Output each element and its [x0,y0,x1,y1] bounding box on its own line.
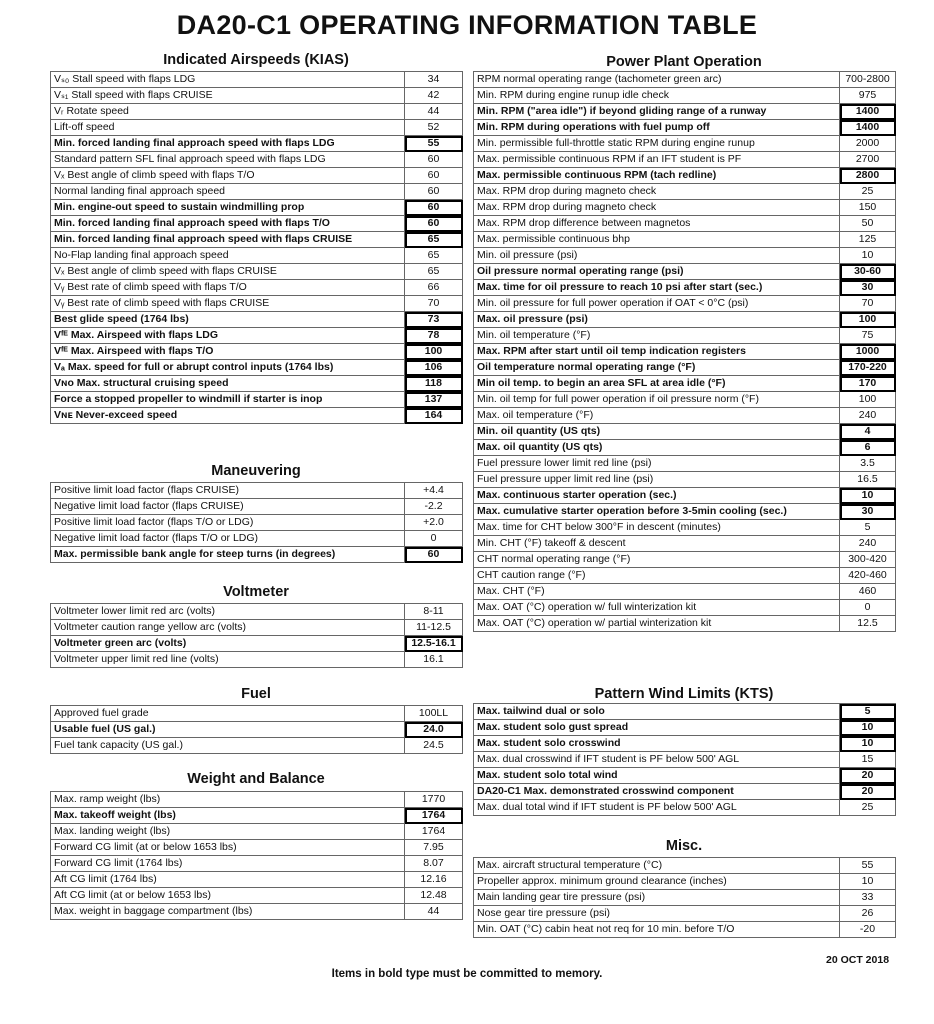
table-row [51,88,463,104]
row-value: 24.0 [405,722,463,738]
row-label: Min. RPM during operations with fuel pump off [474,120,840,136]
table-row [51,483,463,499]
table-row [51,264,463,280]
row-value: 33 [840,890,896,906]
table-row [51,232,463,248]
section-title-misc: Misc. [665,838,703,854]
table-misc [473,857,896,938]
row-label: Negative limit load factor (flaps T/O or LDG) [51,531,405,547]
table-row [474,88,896,104]
row-label: Vₛ₀ Stall speed with flaps LDG [51,72,405,88]
footnote: Items in bold type must be committed to memory. [331,968,603,980]
table-row [51,168,463,184]
table-row [51,840,463,856]
table-voltmeter [50,603,463,668]
row-value: 0 [840,600,896,616]
section-title-powerplant: Power Plant Operation [606,54,762,70]
row-value: 6 [840,440,896,456]
row-value: 66 [405,280,463,296]
page-title: DA20-C1 OPERATING INFORMATION TABLE [176,10,758,40]
row-label: Min. forced landing final approach speed with flaps T/O [51,216,405,232]
table-row [474,376,896,392]
row-label: Max. takeoff weight (lbs) [51,808,405,824]
row-label: Voltmeter upper limit red line (volts) [51,652,405,668]
row-value: 60 [405,216,463,232]
row-label: Standard pattern SFL final approach speed with flaps LDG [51,152,405,168]
table-row [474,504,896,520]
row-label: Max. RPM drop during magneto check [474,184,840,200]
table-row [474,768,896,784]
row-value: 10 [840,874,896,890]
row-value: 700-2800 [840,72,896,88]
row-value: 26 [840,906,896,922]
table-row [51,722,463,738]
row-label: Nose gear tire pressure (psi) [474,906,840,922]
row-label: Max. oil temperature (°F) [474,408,840,424]
row-label: Vₓ Best angle of climb speed with flaps CRUISE [51,264,405,280]
row-value: 25 [840,184,896,200]
table-row [51,120,463,136]
revision-date: 20 OCT 2018 [826,954,890,966]
row-value: 44 [405,104,463,120]
row-label: Force a stopped propeller to windmill if starter is inop [51,392,405,408]
row-value: 3.5 [840,456,896,472]
row-value: 300-420 [840,552,896,568]
table-row [51,904,463,920]
row-label: Max. permissible continuous bhp [474,232,840,248]
row-value: 20 [840,768,896,784]
table-row [474,488,896,504]
row-label: Oil pressure normal operating range (psi) [474,264,840,280]
table-row [51,392,463,408]
table-row [474,440,896,456]
section-title-airspeeds: Indicated Airspeeds (KIAS) [163,52,349,68]
row-value: 100LL [405,706,463,722]
table-row [51,72,463,88]
row-label: Max. cumulative starter operation before 3-5min cooling (sec.) [474,504,840,520]
table-row [51,872,463,888]
row-label: Best glide speed (1764 lbs) [51,312,405,328]
row-value: 10 [840,720,896,736]
table-row [51,408,463,424]
table-row [474,216,896,232]
row-label: Forward CG limit (at or below 1653 lbs) [51,840,405,856]
row-label: Max. dual total wind if IFT student is PF below 500' AGL [474,800,840,816]
row-label: Min oil temp. to begin an area SFL at area idle (°F) [474,376,840,392]
table-row [474,800,896,816]
row-label: CHT caution range (°F) [474,568,840,584]
row-value: 10 [840,248,896,264]
row-label: Max. continuous starter operation (sec.) [474,488,840,504]
table-row [474,752,896,768]
table-row [474,922,896,938]
row-label: Min. forced landing final approach speed with flaps CRUISE [51,232,405,248]
row-value: +2.0 [405,515,463,531]
row-label: Min. oil pressure (psi) [474,248,840,264]
row-value: 150 [840,200,896,216]
row-label: Lift-off speed [51,120,405,136]
row-label: Aft CG limit (1764 lbs) [51,872,405,888]
table-row [51,104,463,120]
table-wind [473,703,896,816]
row-value: 30 [840,504,896,520]
row-value: 12.5 [840,616,896,632]
row-label: Propeller approx. minimum ground clearance (inches) [474,874,840,890]
row-label: Oil temperature normal operating range (°F) [474,360,840,376]
table-row [474,120,896,136]
row-label: Negative limit load factor (flaps CRUISE) [51,499,405,515]
row-label: Vᶠᴱ Max. Airspeed with flaps T/O [51,344,405,360]
row-label: Vᶠᴱ Max. Airspeed with flaps LDG [51,328,405,344]
row-value: 100 [405,344,463,360]
row-label: Main landing gear tire pressure (psi) [474,890,840,906]
row-value: 240 [840,408,896,424]
table-row [51,200,463,216]
row-value: 70 [405,296,463,312]
table-row [51,360,463,376]
row-label: Min. forced landing final approach speed with flaps LDG [51,136,405,152]
row-label: Vₛ₁ Stall speed with flaps CRUISE [51,88,405,104]
table-row [51,531,463,547]
row-value: 1764 [405,824,463,840]
row-value: 100 [840,392,896,408]
row-value: +4.4 [405,483,463,499]
row-value: 75 [840,328,896,344]
table-row [51,808,463,824]
table-row [51,216,463,232]
row-label: Max. aircraft structural temperature (°C) [474,858,840,874]
row-value: 60 [405,200,463,216]
table-row [51,824,463,840]
row-value: 1000 [840,344,896,360]
table-row [474,328,896,344]
table-row [474,200,896,216]
row-value: 60 [405,184,463,200]
row-label: Usable fuel (US gal.) [51,722,405,738]
row-label: Max. OAT (°C) operation w/ partial winterization kit [474,616,840,632]
row-value: 65 [405,248,463,264]
table-row [474,552,896,568]
row-value: 2800 [840,168,896,184]
table-row [474,72,896,88]
table-row [51,499,463,515]
table-row [51,136,463,152]
row-value: 30-60 [840,264,896,280]
table-fuel [50,705,463,754]
row-label: Max. oil quantity (US qts) [474,440,840,456]
row-label: Max. time for oil pressure to reach 10 psi after start (sec.) [474,280,840,296]
row-label: Vᵧ Best rate of climb speed with flaps T/O [51,280,405,296]
row-label: Min. RPM ("area idle") if beyond gliding range of a runway [474,104,840,120]
table-row [474,616,896,632]
row-value: 42 [405,88,463,104]
section-title-voltmeter: Voltmeter [223,584,289,600]
table-row [474,280,896,296]
row-value: 60 [405,152,463,168]
row-label: Max. weight in baggage compartment (lbs) [51,904,405,920]
table-row [51,344,463,360]
row-label: Max. RPM drop difference between magnetos [474,216,840,232]
row-value: 164 [405,408,463,424]
row-value: 420-460 [840,568,896,584]
table-row [474,296,896,312]
row-value: 2700 [840,152,896,168]
row-label: Min. permissible full-throttle static RPM during engine runup [474,136,840,152]
row-value: 1764 [405,808,463,824]
row-value: 70 [840,296,896,312]
row-label: Voltmeter green arc (volts) [51,636,405,652]
row-value: 15 [840,752,896,768]
row-value: 4 [840,424,896,440]
row-label: Voltmeter caution range yellow arc (volts) [51,620,405,636]
row-value: 16.5 [840,472,896,488]
row-value: 125 [840,232,896,248]
row-value: 7.95 [405,840,463,856]
table-row [474,584,896,600]
row-value: 12.16 [405,872,463,888]
row-value: 1770 [405,792,463,808]
table-row [474,906,896,922]
table-row [474,424,896,440]
row-label: Vₓ Best angle of climb speed with flaps T/O [51,168,405,184]
row-label: Max. permissible bank angle for steep turns (in degrees) [51,547,405,563]
table-row [474,248,896,264]
row-value: -20 [840,922,896,938]
table-row [474,360,896,376]
row-value: 106 [405,360,463,376]
table-row [474,456,896,472]
row-label: Vₐ Max. speed for full or abrupt control inputs (1764 lbs) [51,360,405,376]
table-row [51,328,463,344]
table-row [474,136,896,152]
row-label: RPM normal operating range (tachometer green arc) [474,72,840,88]
table-row [51,296,463,312]
table-row [51,515,463,531]
section-title-weight: Weight and Balance [187,771,325,787]
row-value: 55 [405,136,463,152]
row-label: Min. CHT (°F) takeoff & descent [474,536,840,552]
table-powerplant [473,71,896,632]
table-row [51,184,463,200]
row-label: Vᵣ Rotate speed [51,104,405,120]
table-row [474,168,896,184]
table-row [474,344,896,360]
row-value: 0 [405,531,463,547]
table-maneuvering [50,482,463,563]
row-value: 44 [405,904,463,920]
row-value: 34 [405,72,463,88]
table-row [474,720,896,736]
table-airspeeds [50,71,463,424]
row-value: 8-11 [405,604,463,620]
row-value: 240 [840,536,896,552]
table-row [474,152,896,168]
table-row [474,874,896,890]
row-label: Max. student solo total wind [474,768,840,784]
table-row [51,706,463,722]
row-value: 1400 [840,104,896,120]
section-title-maneuvering: Maneuvering [211,463,301,479]
row-label: Fuel pressure lower limit red line (psi) [474,456,840,472]
section-title-wind: Pattern Wind Limits (KTS) [594,686,774,702]
row-label: Normal landing final approach speed [51,184,405,200]
row-label: Min. oil quantity (US qts) [474,424,840,440]
row-value: 78 [405,328,463,344]
row-label: Max. student solo gust spread [474,720,840,736]
row-label: Vɴᴏ Max. structural cruising speed [51,376,405,392]
row-value: 975 [840,88,896,104]
row-label: Max. RPM after start until oil temp indication registers [474,344,840,360]
row-value: 12.48 [405,888,463,904]
row-label: DA20-C1 Max. demonstrated crosswind component [474,784,840,800]
row-value: 50 [840,216,896,232]
row-label: Positive limit load factor (flaps T/O or LDG) [51,515,405,531]
row-label: Min. oil temp for full power operation if oil pressure norm (°F) [474,392,840,408]
table-row [474,408,896,424]
row-value: 12.5-16.1 [405,636,463,652]
table-row [51,888,463,904]
table-row [51,856,463,872]
row-value: 25 [840,800,896,816]
table-row [474,784,896,800]
row-value: 20 [840,784,896,800]
row-label: Max. permissible continuous RPM (tach redline) [474,168,840,184]
table-row [51,280,463,296]
row-label: Max. OAT (°C) operation w/ full winterization kit [474,600,840,616]
row-label: Max. RPM drop during magneto check [474,200,840,216]
row-value: 5 [840,704,896,720]
row-value: 65 [405,264,463,280]
table-row [51,604,463,620]
row-value: 460 [840,584,896,600]
table-row [474,104,896,120]
table-row [51,152,463,168]
row-label: Forward CG limit (1764 lbs) [51,856,405,872]
row-value: 100 [840,312,896,328]
row-label: Max. time for CHT below 300°F in descent (minutes) [474,520,840,536]
table-row [474,704,896,720]
row-value: 2000 [840,136,896,152]
table-row [474,568,896,584]
row-label: Max. student solo crosswind [474,736,840,752]
table-row [51,248,463,264]
row-label: Max. landing weight (lbs) [51,824,405,840]
row-label: Max. ramp weight (lbs) [51,792,405,808]
table-row [474,736,896,752]
row-value: 60 [405,547,463,563]
row-value: 73 [405,312,463,328]
table-row [474,312,896,328]
row-label: Max. dual crosswind if IFT student is PF below 500' AGL [474,752,840,768]
table-row [474,600,896,616]
row-label: Min. OAT (°C) cabin heat not req for 10 min. before T/O [474,922,840,938]
row-value: 10 [840,488,896,504]
table-row [474,858,896,874]
table-row [51,312,463,328]
row-value: 16.1 [405,652,463,668]
row-label: Vᵧ Best rate of climb speed with flaps CRUISE [51,296,405,312]
row-value: 55 [840,858,896,874]
row-value: 5 [840,520,896,536]
row-value: 24.5 [405,738,463,754]
row-label: Aft CG limit (at or below 1653 lbs) [51,888,405,904]
section-title-fuel: Fuel [241,686,271,702]
row-value: 118 [405,376,463,392]
row-value: 11-12.5 [405,620,463,636]
row-label: Min. engine-out speed to sustain windmilling prop [51,200,405,216]
row-value: -2.2 [405,499,463,515]
row-label: Approved fuel grade [51,706,405,722]
table-row [474,472,896,488]
row-label: CHT normal operating range (°F) [474,552,840,568]
row-label: Voltmeter lower limit red arc (volts) [51,604,405,620]
table-row [51,652,463,668]
table-row [474,264,896,280]
row-label: Min. oil pressure for full power operation if OAT < 0°C (psi) [474,296,840,312]
row-label: Min. oil temperature (°F) [474,328,840,344]
table-row [51,738,463,754]
row-label: Min. RPM during engine runup idle check [474,88,840,104]
row-value: 1400 [840,120,896,136]
row-value: 60 [405,168,463,184]
row-label: Fuel tank capacity (US gal.) [51,738,405,754]
row-label: Fuel pressure upper limit red line (psi) [474,472,840,488]
row-label: Max. tailwind dual or solo [474,704,840,720]
row-value: 170 [840,376,896,392]
row-label: Max. permissible continuous RPM if an IFT student is PF [474,152,840,168]
table-row [51,620,463,636]
table-row [474,890,896,906]
table-weight [50,791,463,920]
table-row [474,536,896,552]
table-row [51,376,463,392]
row-label: Max. oil pressure (psi) [474,312,840,328]
table-row [51,792,463,808]
row-value: 170-220 [840,360,896,376]
row-value: 52 [405,120,463,136]
row-label: Vɴᴇ Never-exceed speed [51,408,405,424]
row-value: 8.07 [405,856,463,872]
row-value: 137 [405,392,463,408]
table-row [474,520,896,536]
table-row [474,184,896,200]
table-row [474,232,896,248]
row-label: No-Flap landing final approach speed [51,248,405,264]
row-value: 30 [840,280,896,296]
table-row [51,547,463,563]
row-value: 65 [405,232,463,248]
row-label: Positive limit load factor (flaps CRUISE) [51,483,405,499]
table-row [51,636,463,652]
row-label: Max. CHT (°F) [474,584,840,600]
table-row [474,392,896,408]
row-value: 10 [840,736,896,752]
